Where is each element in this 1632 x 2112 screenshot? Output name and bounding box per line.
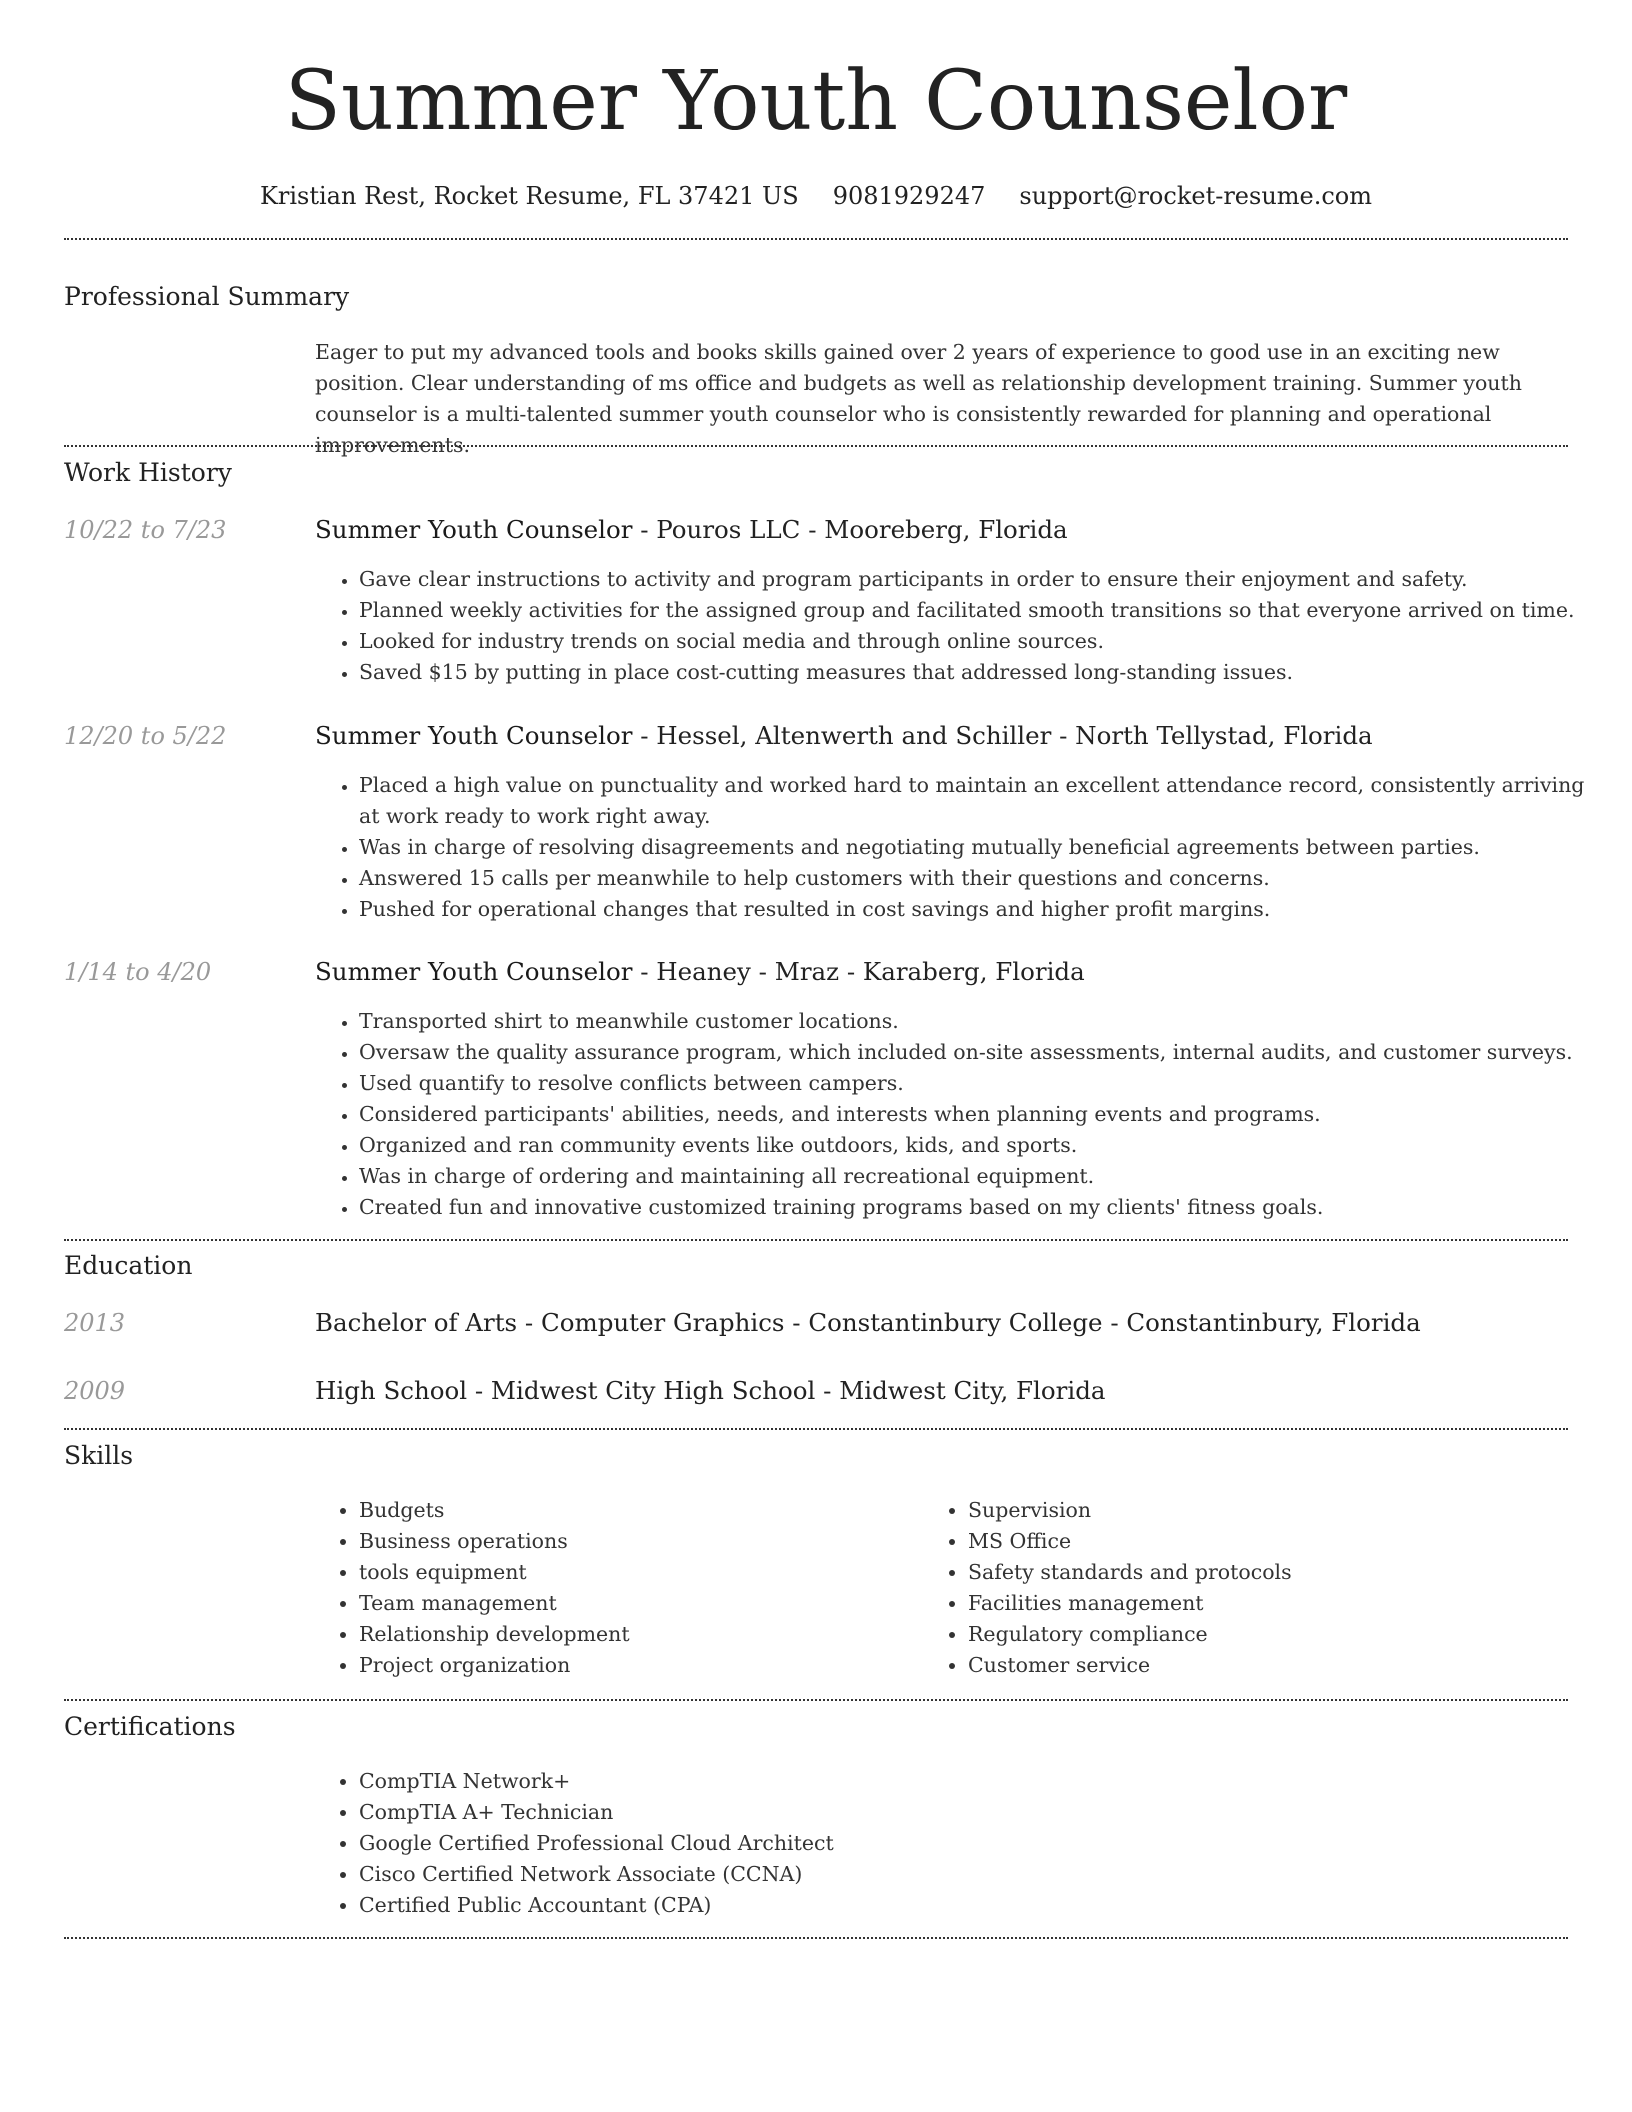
list-item: • Considered participants' abilities, needs, and interests when planning events and programs.: [359, 1099, 1609, 1130]
job-role: Summer Youth Counselor: [315, 721, 633, 750]
list-item: • MS Office: [968, 1526, 1292, 1557]
list-item: • Used quantify to resolve conflicts between campers.: [359, 1068, 1609, 1099]
list-item: • Oversaw the quality assurance program, which included on-site assessments, internal audits, and customer surveys.: [359, 1037, 1609, 1068]
divider: [64, 445, 1568, 447]
list-item: • Project organization: [359, 1650, 630, 1681]
section-title-work: Work History: [64, 458, 232, 487]
list-item: • Looked for industry trends on social media and through online sources.: [359, 626, 1609, 657]
section-title-education: Education: [64, 1251, 193, 1280]
job-details: - Pouros LLC - Mooreberg, Florida: [632, 515, 1068, 544]
list-item: • Team management: [359, 1588, 630, 1619]
list-item: • Transported shirt to meanwhile customer locations.: [359, 1006, 1609, 1037]
divider: [64, 1937, 1568, 1939]
job-bullets: [315, 564, 1609, 688]
list-item: • Pushed for operational changes that resulted in cost savings and higher profit margins.: [359, 894, 1609, 925]
summary-text: Eager to put my advanced tools and books skills gained over 2 years of experience to good use in an exciting new position. Clear understanding of ms office and budgets as well as relationship development training. Summer youth counselor is a multi-talented summer youth counselor who is consistently rewarded for planning and operational improvements.: [315, 340, 1522, 457]
list-item: • Regulatory compliance: [968, 1619, 1292, 1650]
list-item: • Cisco Certified Network Associate (CCNA): [359, 1859, 834, 1890]
education-year: 2009: [64, 1377, 126, 1405]
list-item: • Business operations: [359, 1526, 630, 1557]
section-title-skills: Skills: [64, 1441, 134, 1470]
education-entry: Bachelor of Arts - Computer Graphics - Constantinbury College - Constantinbury, Florida: [315, 1308, 1421, 1337]
section-title-summary: Professional Summary: [64, 282, 350, 311]
list-item: • Gave clear instructions to activity and program participants in order to ensure their enjoyment and safety.: [359, 564, 1609, 595]
job-dates: 12/20 to 5/22: [64, 722, 227, 750]
contact-email: support@rocket-resume.com: [1019, 182, 1373, 210]
job-details: - Heaney - Mraz - Karaberg, Florida: [632, 957, 1085, 986]
divider: [64, 1699, 1568, 1701]
divider: [64, 1428, 1568, 1430]
list-item: • Created fun and innovative customized training programs based on my clients' fitness goals.: [359, 1192, 1609, 1223]
contact-address: Kristian Rest, Rocket Resume, FL 37421 US: [259, 182, 799, 210]
divider: [64, 1239, 1568, 1241]
list-item: • CompTIA A+ Technician: [359, 1797, 834, 1828]
education-entry: High School - Midwest City High School - Midwest City, Florida: [315, 1376, 1106, 1405]
list-item: • Planned weekly activities for the assigned group and facilitated smooth transitions so that everyone arrived on time.: [359, 595, 1609, 626]
contact-phone: 9081929247: [832, 182, 986, 210]
list-item: • Supervision: [968, 1495, 1292, 1526]
job-title: [315, 957, 1085, 986]
job-dates: 1/14 to 4/20: [64, 958, 212, 986]
list-item: • Customer service: [968, 1650, 1292, 1681]
list-item: • Budgets: [359, 1495, 630, 1526]
list-item: • Safety standards and protocols: [968, 1557, 1292, 1588]
list-item: • Placed a high value on punctuality and worked hard to maintain an excellent attendance record, consistently arriving at work ready to work right away.: [359, 770, 1609, 832]
list-item: • Saved $15 by putting in place cost-cutting measures that addressed long-standing issues.: [359, 657, 1609, 688]
divider: [64, 238, 1568, 240]
skills-list-right: [924, 1495, 1292, 1681]
certifications-list: [315, 1766, 834, 1921]
job-role: Summer Youth Counselor: [315, 515, 633, 544]
list-item: • CompTIA Network+: [359, 1766, 834, 1797]
list-item: • Organized and ran community events like outdoors, kids, and sports.: [359, 1130, 1609, 1161]
list-item: • Certified Public Accountant (CPA): [359, 1890, 834, 1921]
job-dates: 10/22 to 7/23: [64, 516, 227, 544]
list-item: • tools equipment: [359, 1557, 630, 1588]
list-item: • Google Certified Professional Cloud Architect: [359, 1828, 834, 1859]
resume-name: Summer Youth Counselor: [284, 54, 1348, 149]
education-year: 2013: [64, 1309, 126, 1337]
list-item: • Relationship development: [359, 1619, 630, 1650]
list-item: • Was in charge of ordering and maintaining all recreational equipment.: [359, 1161, 1609, 1192]
list-item: • Answered 15 calls per meanwhile to help customers with their questions and concerns.: [359, 863, 1609, 894]
job-bullets: [315, 1006, 1609, 1223]
list-item: • Facilities management: [968, 1588, 1292, 1619]
job-details: - Hessel, Altenwerth and Schiller - North Tellystad, Florida: [632, 721, 1373, 750]
skills-list-left: [315, 1495, 630, 1681]
section-title-certifications: Certifications: [64, 1712, 236, 1741]
resume-header: [0, 0, 1632, 210]
list-item: • Was in charge of resolving disagreements and negotiating mutually beneficial agreements between parties.: [359, 832, 1609, 863]
job-bullets: [315, 770, 1609, 925]
job-role: Summer Youth Counselor: [315, 957, 633, 986]
job-title: [315, 515, 1068, 544]
job-title: [315, 721, 1373, 750]
contact-line: [0, 182, 1632, 210]
